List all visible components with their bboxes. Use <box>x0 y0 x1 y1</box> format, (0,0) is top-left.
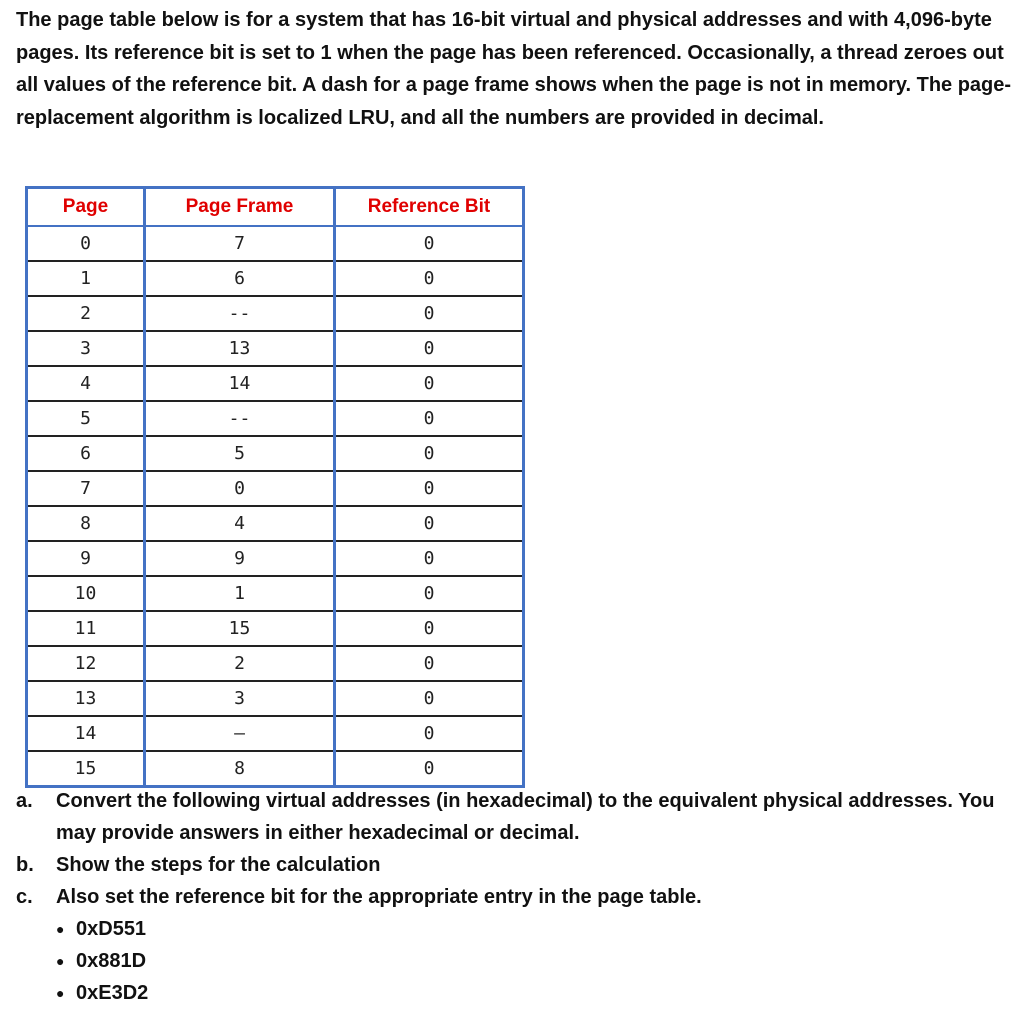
reference-bit-cell: 0 <box>335 471 524 506</box>
reference-bit-cell: 0 <box>335 261 524 296</box>
reference-bit-cell: 0 <box>335 331 524 366</box>
list-item <box>56 945 148 977</box>
question-text: Show the steps for the calculation <box>56 854 381 876</box>
table-row <box>27 226 524 261</box>
page-frame-cell: -- <box>145 401 335 436</box>
page-cell: 12 <box>27 646 145 681</box>
header-page-frame: Page Frame <box>145 188 335 227</box>
page-cell: 8 <box>27 506 145 541</box>
table-row <box>27 296 524 331</box>
page-cell: 15 <box>74 758 97 779</box>
reference-bit-cell: 0 <box>335 506 524 541</box>
question-text: Convert the following virtual addresses (in hexadecimal) to the equivalent physical addresses. You may provide answers in either hexadecimal or decimal. <box>56 790 995 844</box>
reference-bit-cell: 0 <box>335 401 524 436</box>
question-a <box>16 785 1016 849</box>
table-row <box>27 261 524 296</box>
page-frame-cell: 8 <box>145 751 335 787</box>
page-cell: 4 <box>27 366 145 401</box>
page-frame-cell: 2 <box>145 646 335 681</box>
page-frame-cell: 3 <box>145 681 335 716</box>
page-cell: 2 <box>27 296 145 331</box>
page-frame-cell: 4 <box>145 506 335 541</box>
page-frame-cell: 14 <box>145 366 335 401</box>
page-cell: 6 <box>27 436 145 471</box>
virtual-address-list <box>56 913 148 1009</box>
table-row <box>27 331 524 366</box>
page-frame-cell: -- <box>145 296 335 331</box>
reference-bit-cell: 0 <box>335 296 524 331</box>
page-cell: 14 <box>27 716 145 751</box>
page-cell: 7 <box>27 471 145 506</box>
page-cell: 11 <box>27 611 145 646</box>
reference-bit-cell: 0 <box>335 576 524 611</box>
page-cell: 5 <box>27 401 145 436</box>
virtual-address: 0xD551 <box>76 918 147 940</box>
reference-bit-cell: 0 <box>335 716 524 751</box>
reference-bit-cell: 0 <box>335 541 524 576</box>
question-list <box>16 785 1016 913</box>
page-cell: 13 <box>27 681 145 716</box>
page-frame-cell: 0 <box>145 471 335 506</box>
table-row <box>27 506 524 541</box>
page-frame-cell: 6 <box>145 261 335 296</box>
table-row <box>27 576 524 611</box>
list-item <box>56 977 148 1009</box>
question-marker: c. <box>16 886 33 908</box>
header-reference-bit: Reference Bit <box>335 188 524 227</box>
table-header-row <box>27 188 524 227</box>
page-frame-cell: 7 <box>145 226 335 261</box>
page-cell: 10 <box>27 576 145 611</box>
virtual-address: 0x881D <box>76 950 147 972</box>
list-item <box>56 913 148 945</box>
reference-bit-cell: 0 <box>335 681 524 716</box>
virtual-address: 0xE3D2 <box>76 982 149 1004</box>
page-cell: 1 <box>27 261 145 296</box>
table-row <box>27 366 524 401</box>
reference-bit-cell: 0 <box>335 366 524 401</box>
page-frame-cell: 1 <box>145 576 335 611</box>
table-row <box>27 646 524 681</box>
reference-bit-cell: 0 <box>335 436 524 471</box>
table-row <box>27 541 524 576</box>
question-c <box>16 881 1016 913</box>
page-frame-cell: – <box>145 716 335 751</box>
bullet-icon: ● <box>56 921 65 937</box>
page-table-body <box>27 226 524 787</box>
table-row <box>27 471 524 506</box>
table-row <box>27 681 524 716</box>
bullet-icon: ● <box>56 985 65 1001</box>
question-marker: b. <box>16 854 34 876</box>
reference-bit-cell: 0 <box>335 646 524 681</box>
question-b <box>16 849 1016 881</box>
page-frame-cell: 9 <box>145 541 335 576</box>
header-page: Page <box>27 188 145 227</box>
table-row <box>27 401 524 436</box>
reference-bit-cell: 0 <box>335 226 524 261</box>
page-cell: 0 <box>27 226 145 261</box>
bullet-icon: ● <box>56 953 65 969</box>
page-frame-cell: 15 <box>145 611 335 646</box>
page-table <box>25 186 525 788</box>
table-row <box>27 751 524 787</box>
question-text: Also set the reference bit for the appropriate entry in the page table. <box>56 886 702 908</box>
page-frame-cell: 5 <box>145 436 335 471</box>
table-row <box>27 716 524 751</box>
reference-bit-cell: 0 <box>335 751 524 787</box>
question-marker: a. <box>16 790 33 812</box>
problem-statement: The page table below is for a system that has 16-bit virtual and physical addresses and with 4,096-byte pages. Its reference bit is set to 1 when the page has been referenced. Occasionally, a thread zeroes out all values of the reference bit. A dash for a page frame shows when the page is not in memory. The page-replacement algorithm is localized LRU, and all the numbers are provided in decimal. <box>16 9 1012 129</box>
table-row <box>27 611 524 646</box>
page-cell: 9 <box>27 541 145 576</box>
page-frame-cell: 13 <box>145 331 335 366</box>
table-row <box>27 436 524 471</box>
page-cell: 3 <box>27 331 145 366</box>
reference-bit-cell: 0 <box>335 611 524 646</box>
